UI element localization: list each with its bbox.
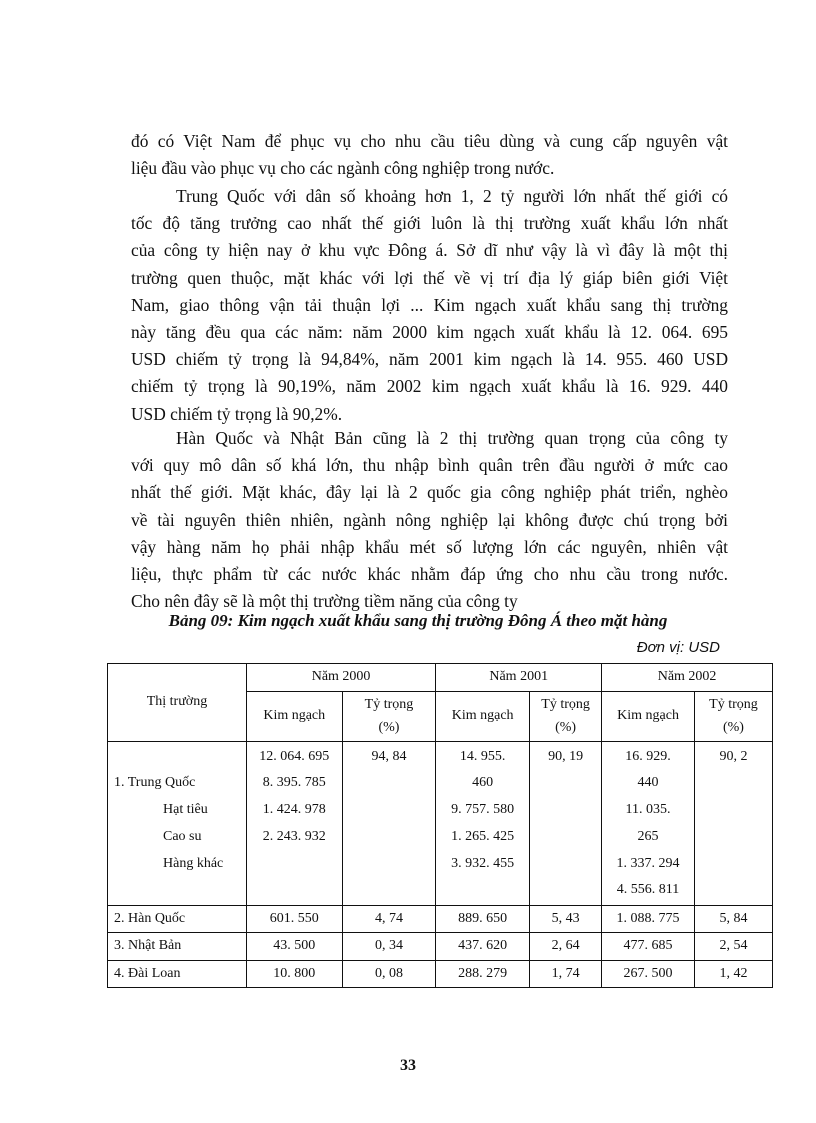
export-table: [107, 663, 773, 988]
value-header: Kim ngạch: [436, 691, 530, 741]
text-line: của công ty hiện nay ở khu vực Đông á. Sở dĩ như vậy là vì đây là một thị: [131, 240, 728, 261]
text-line: chiếm tỷ trọng là 90,19%, năm 2002 kim ngạch xuất khẩu là 16. 929. 440: [131, 376, 728, 397]
text-line: liệu, thực phẩm từ các nước khác nhằm đáp ứng cho nhu cầu trong nước.: [131, 564, 728, 585]
text-line: về tài nguyên thiên nhiên, ngành nông nghiệp lại không được chú trọng bởi: [131, 509, 728, 530]
text-line: tốc độ tăng trưởng cao nhất thế giới luôn là thị trường xuất khẩu lớn nhất: [131, 213, 728, 234]
market-header: Thị trường: [108, 664, 247, 742]
text-line: Nam, giao thông vận tải thuận lợi ... Kim ngạch xuất khẩu sang thị trường: [131, 294, 728, 315]
paragraph-2: [131, 183, 728, 428]
text-line: liệu đầu vào phục vụ cho các ngành công nghiệp trong nước.: [131, 158, 555, 179]
text-line: USD chiếm tỷ trọng là 94,84%, năm 2001 kim ngạch là 14. 955. 460 USD: [131, 349, 728, 370]
text-line: Trung Quốc với dân số khoảng hơn 1, 2 tỷ người lớn nhất thế giới có: [176, 186, 728, 206]
year-header-2002: Năm 2002: [602, 664, 773, 692]
table-unit: Đơn vị: USD: [636, 639, 720, 656]
value-cell: 14. 955. 460 9. 757. 580 1. 265. 425 3. 932. 455: [436, 741, 530, 905]
table-row: 3. Nhật Bản 43. 500 0, 34 437. 620 2, 64 477. 685 2, 54: [108, 933, 773, 961]
text-line: đó có Việt Nam để phục vụ cho nhu cầu tiêu dùng và cung cấp nguyên vật: [131, 131, 728, 151]
share-cell: 94, 84: [342, 741, 436, 905]
value-header: Kim ngạch: [602, 691, 695, 741]
table-caption: Bảng 09: Kim ngạch xuất khẩu sang thị trường Đông Á theo mặt hàng: [168, 611, 668, 630]
table-row: 2. Hàn Quốc 601. 550 4, 74 889. 650 5, 43 1. 088. 775 5, 84: [108, 905, 773, 933]
text-line: USD chiếm tỷ trọng là 90,2%.: [131, 403, 343, 424]
market-cell-china: 1. Trung Quốc Hạt tiêu Cao su Hàng khác: [108, 741, 247, 905]
text-line: vậy hàng năm họ phải nhập khẩu mét số lượng lớn các nguyên, nhiên vật: [131, 536, 728, 557]
share-header: Tỷ trọng (%): [342, 691, 436, 741]
text-line: này tăng đều qua các năm: năm 2000 kim ngạch xuất khẩu là 12. 064. 695: [131, 322, 728, 343]
value-header: Kim ngạch: [246, 691, 342, 741]
table-row: [108, 741, 773, 905]
text-line: Cho nên đây sẽ là một thị trường tiềm năng của công ty: [131, 591, 518, 612]
value-cell: 16. 929. 440 11. 035. 265 1. 337. 294 4. 556. 811: [602, 741, 695, 905]
paragraph-3: [131, 425, 728, 615]
share-header: Tỷ trọng (%): [694, 691, 772, 741]
paragraph-1: [131, 128, 728, 182]
share-header: Tỷ trọng (%): [530, 691, 602, 741]
share-cell: 90, 2: [694, 741, 772, 905]
year-header-2000: Năm 2000: [246, 664, 435, 692]
table-row: 4. Đài Loan 10. 800 0, 08 288. 279 1, 74 267. 500 1, 42: [108, 960, 773, 988]
text-line: nhất thế giới. Mặt khác, đây lại là 2 quốc gia công nghiệp phát triển, nghèo: [131, 482, 728, 503]
text-line: với quy mô dân số khá lớn, thu nhập bình quân trên đầu người ở mức cao: [131, 455, 728, 476]
share-cell: 90, 19: [530, 741, 602, 905]
text-line: trường quen thuộc, mặt khác với lợi thế về vị trí địa lý giáp biên giới Việt: [131, 267, 728, 288]
page-number: 33: [400, 1057, 416, 1074]
year-header-2001: Năm 2001: [436, 664, 602, 692]
value-cell: 12. 064. 695 8. 395. 785 1. 424. 978 2. 243. 932: [246, 741, 342, 905]
text-line: Hàn Quốc và Nhật Bản cũng là 2 thị trường quan trọng của công ty: [176, 428, 728, 448]
